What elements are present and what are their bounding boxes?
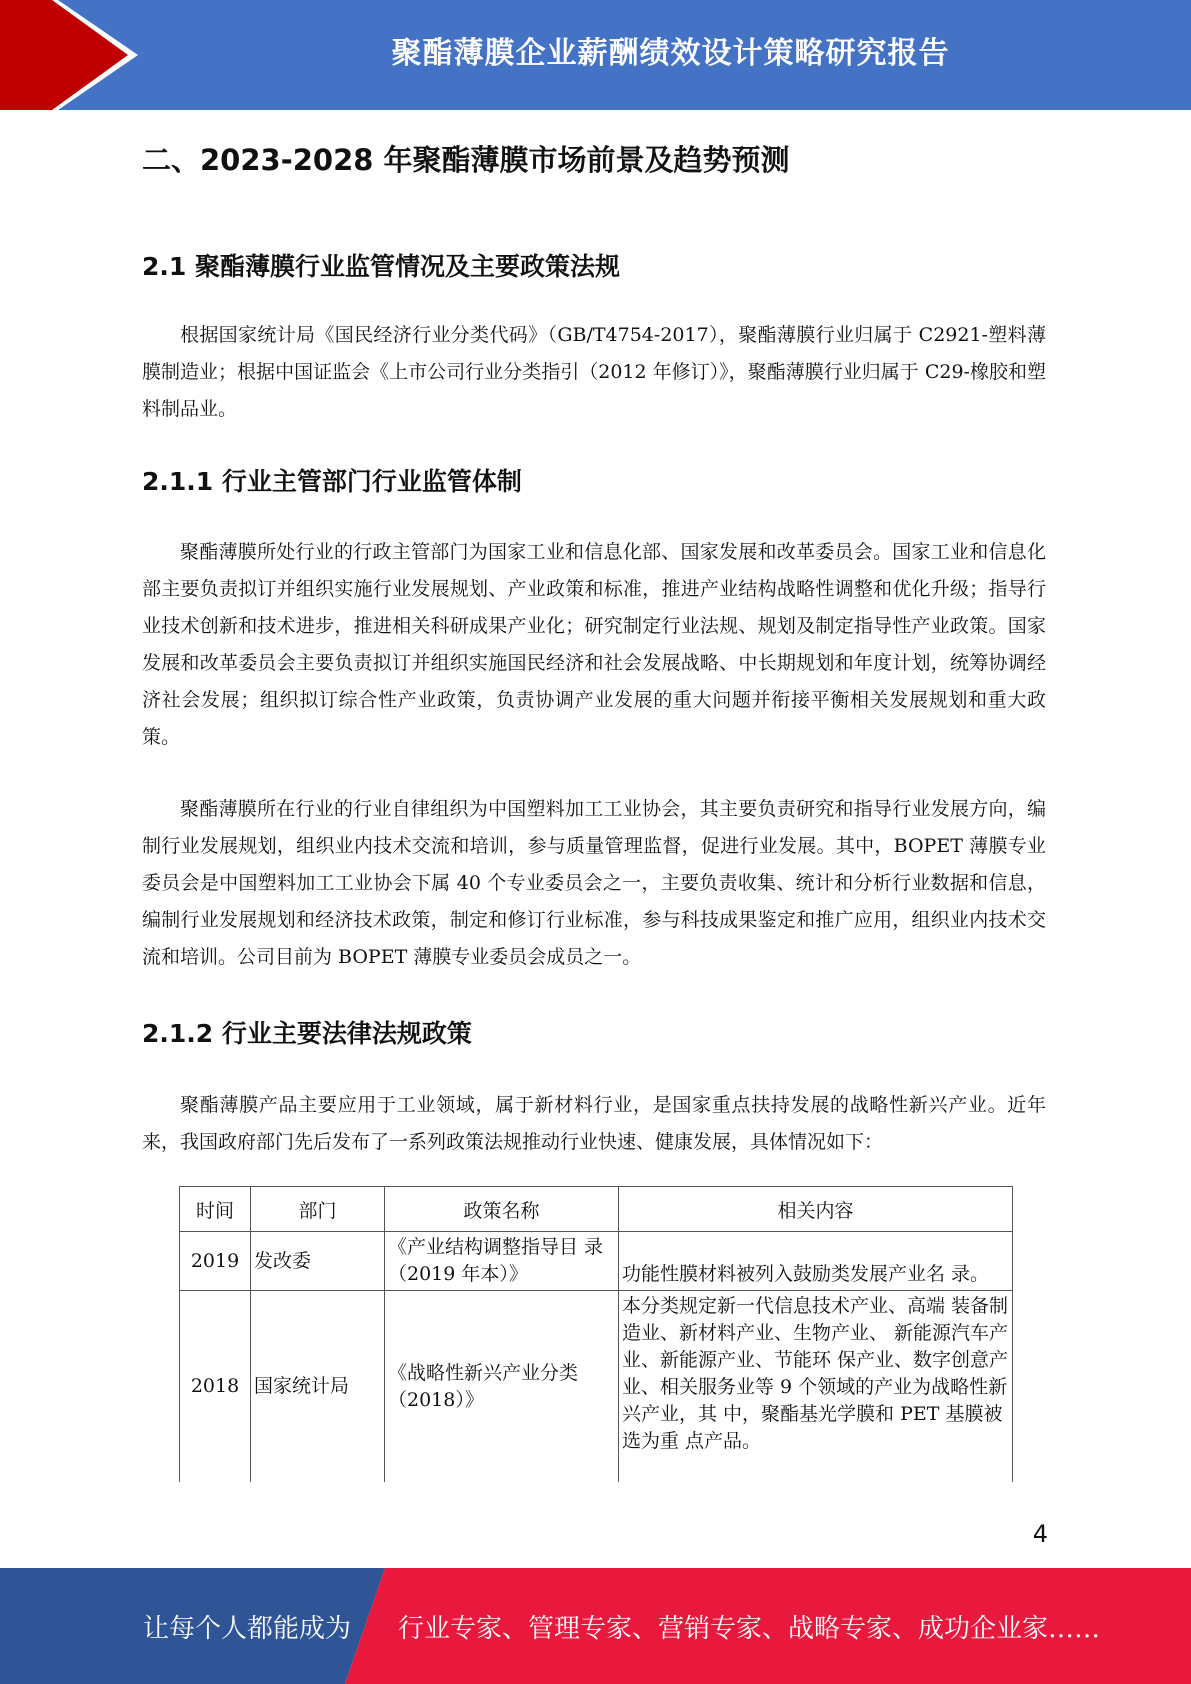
paragraph-2-1-2: 聚酯薄膜产品主要应用于工业领域，属于新材料行业，是国家重点扶持发展的战略性新兴产业。近年来，我国政府部门先后发布了一系列政策法规推动行业快速、健康发展，具体情况如下： (142, 1094, 1046, 1153)
table-header-row (180, 1187, 1013, 1232)
policy-name-cell: 《战略性新兴产业分类（2018）》 (385, 1291, 619, 1483)
year-cell: 2018 (180, 1291, 251, 1483)
section-heading: 二、2023-2028 年聚酯薄膜市场前景及趋势预测 (142, 143, 790, 177)
page-number: 4 (1032, 1520, 1048, 1548)
content-cell: 功能性膜材料被列入鼓励类发展产业名 录。 (619, 1232, 1013, 1291)
policy-name-cell: 《产业结构调整指导目 录（2019 年本）》 (385, 1232, 619, 1291)
department-cell: 发改委 (251, 1232, 385, 1291)
page-footer (0, 1568, 1191, 1684)
subsection-heading-2-1-2: 2.1.2 行业主要法律法规政策 (142, 1019, 472, 1048)
content-cell: 本分类规定新一代信息技术产业、高端 装备制造业、新材料产业、生物产业、 新能源汽车产业、新能源产业、节能环 保产业、数字创意产业、相关服务业等 9 个领域的产业为战略性新兴产业，其 中，聚酯基光学膜和 PET 基膜被选为重 点产品。 (619, 1291, 1013, 1483)
policy-table (179, 1186, 1013, 1482)
table-header-cell: 政策名称 (385, 1187, 619, 1232)
year-cell: 2019 (180, 1232, 251, 1291)
header-arrow-decoration (0, 0, 160, 110)
department-cell: 国家统计局 (251, 1291, 385, 1483)
table-row (180, 1291, 1013, 1483)
paragraph-2-1-1-a: 聚酯薄膜所处行业的行政主管部门为国家工业和信息化部、国家发展和改革委员会。国家工业和信息化部主要负责拟订并组织实施行业发展规划、产业政策和标准，推进产业结构战略性调整和优化升级；指导行业技术创新和技术进步，推进相关科研成果产业化；研究制定行业法规、规划及制定指导性产业政策。国家发展和改革委员会主要负责拟订并组织实施国民经济和社会发展战略、中长期规划和年度计划，统筹协调经济社会发展；组织拟订综合性产业政策，负责协调产业发展的重大问题并衔接平衡相关发展规划和重大政策。 (142, 541, 1046, 748)
footer-slogan-right: 行业专家、管理专家、营销专家、战略专家、成功企业家…… (398, 1613, 1101, 1644)
subsection-heading-2-1: 2.1 聚酯薄膜行业监管情况及主要政策法规 (142, 252, 620, 281)
subsection-heading-2-1-1: 2.1.1 行业主管部门行业监管体制 (142, 467, 522, 496)
table-header-cell: 部门 (251, 1187, 385, 1232)
table-header-cell: 相关内容 (619, 1187, 1013, 1232)
paragraph-2-1-1-b: 聚酯薄膜所在行业的行业自律组织为中国塑料加工工业协会，其主要负责研究和指导行业发展方向，编制行业发展规划，组织业内技术交流和培训，参与质量管理监督，促进行业发展。其中，BOPET 薄膜专业委员会是中国塑料加工工业协会下属 40 个专业委员会之一，主要负责收集、统计和分析行业数据和信息，编制行业发展规划和经济技术政策，制定和修订行业标准，参与科技成果鉴定和推广应用，组织业内技术交流和培训。公司目前为 BOPET 薄膜专业委员会成员之一。 (142, 798, 1046, 968)
page-header (0, 0, 1191, 110)
footer-slogan-left: 让每个人都能成为 (143, 1613, 352, 1644)
table-row (180, 1232, 1013, 1291)
paragraph-2-1: 根据国家统计局《国民经济行业分类代码》（GB/T4754-2017），聚酯薄膜行业归属于 C2921-塑料薄膜制造业；根据中国证监会《上市公司行业分类指引（2012 年修订）》，聚酯薄膜行业归属于 C29-橡胶和塑料制品业。 (142, 324, 1046, 420)
table-header-cell: 时间 (180, 1187, 251, 1232)
report-title: 聚酯薄膜企业薪酬绩效设计策略研究报告 (391, 36, 950, 71)
